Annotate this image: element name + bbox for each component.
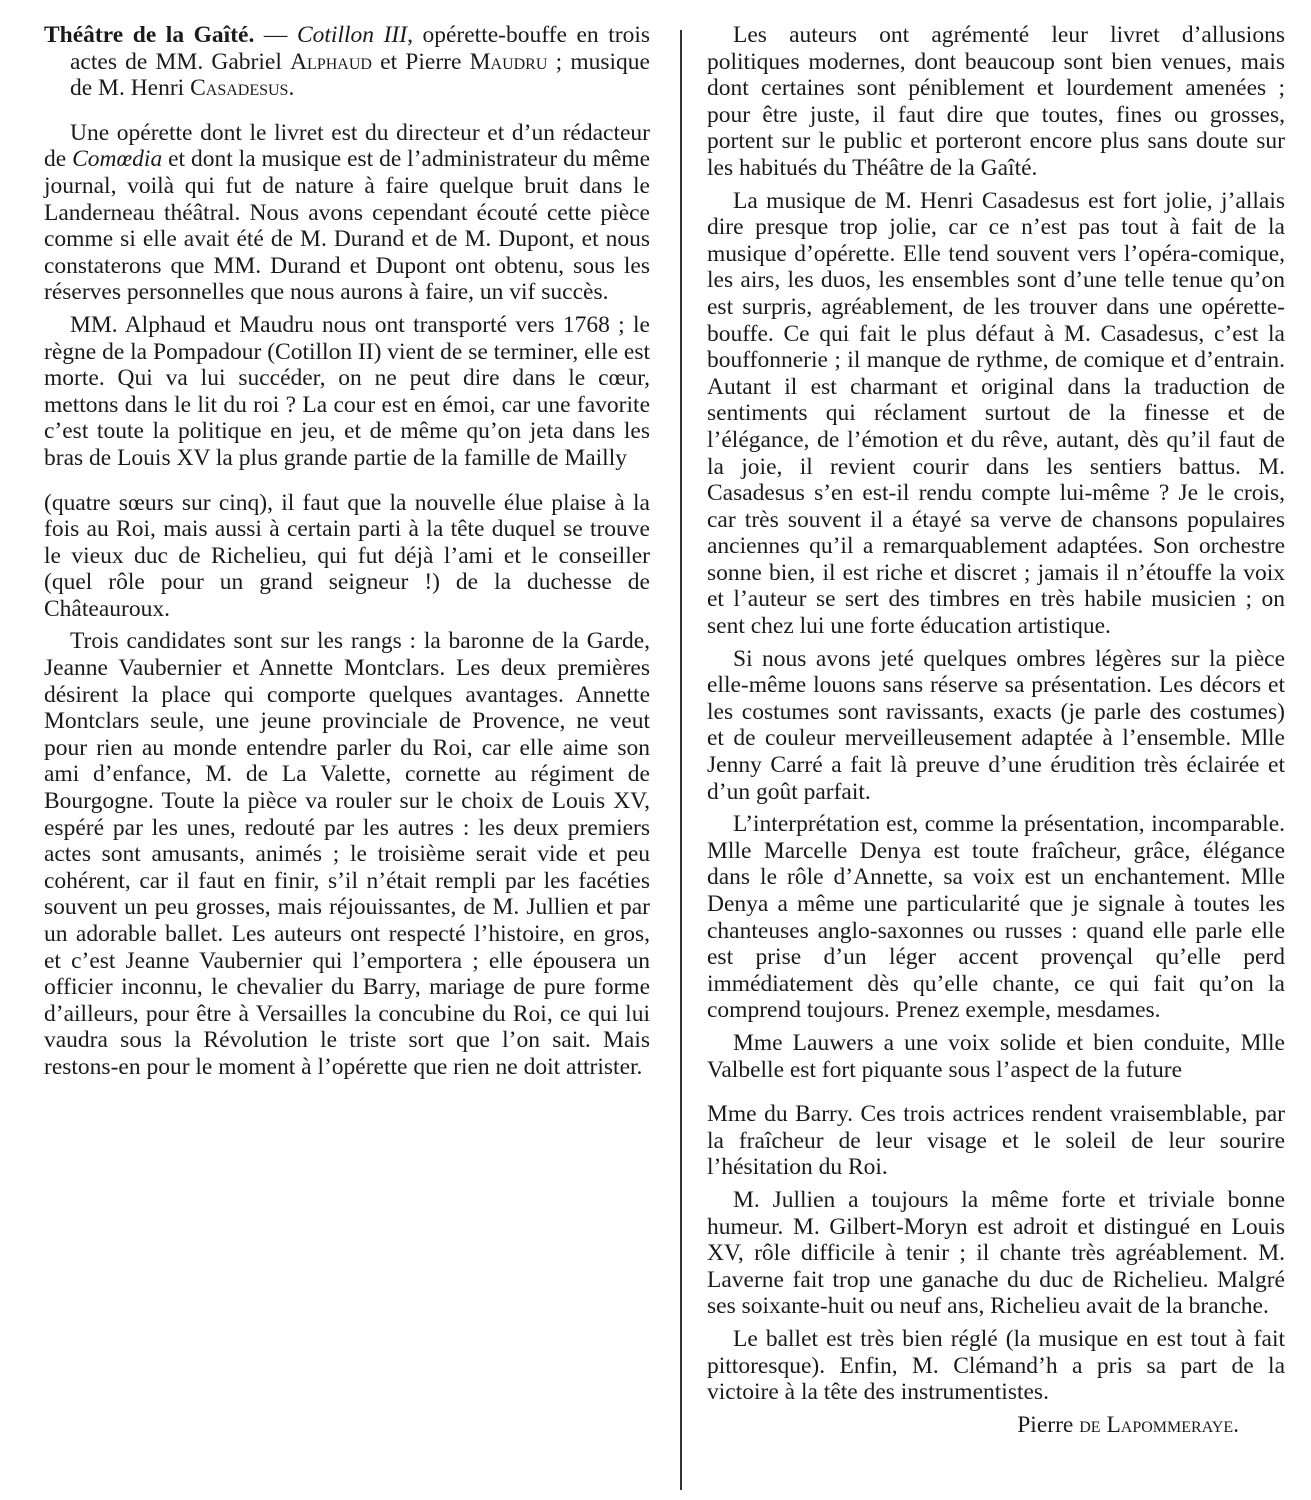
paragraph-actors: M. Jullien a toujours la même forte et triviale bonne humeur. M. Gilbert-Moryn est adroit et distingué en Louis XV, rôle difficile à tenir ; il chante très agréablement. M. Laverne fait trop une ganache du duc de Richelieu. Malgré ses soixante-huit ou neuf ans, Richelieu avait de la branche. bbox=[707, 1186, 1285, 1320]
paragraph-interpretation: L’interprétation est, comme la présentation, incomparable. Mlle Marcelle Denya est toute fraîcheur, grâce, élégance dans le rôle d’Annette, sa voix est un enchantement. Mlle Denya a même une particularité que je signale à toutes les chanteuses anglo-saxonnes ou russes : quand elle parle elle est prise d’un léger accent provençal qu’elle perd immédiatement dès qu’elle chante, ce qui fait qu’on la comprend toujours. Prenez exemple, mesdames. bbox=[707, 811, 1285, 1024]
column-break-gap bbox=[44, 478, 650, 490]
column-divider bbox=[680, 30, 682, 1490]
right-column bbox=[707, 22, 1285, 1438]
paragraph-actresses-continued: Mme du Barry. Ces trois actrices rendent vraisemblable, par la fraîcheur de leur visage et le soleil de leur sourire l’hésitation du Roi. bbox=[707, 1101, 1285, 1181]
paragraph-candidates: Trois candidates sont sur les rangs : la baronne de la Garde, Jeanne Vaubernier et Annette Montclars. Les deux premières désirent la place qui comporte quelques avantages. Annette Montclars seule, une jeune provinciale de Provence, ne veut pour rien au monde entendre parler du Roi, car elle aime son ami d’enfance, M. de La Valette, cornette au régiment de Bourgogne. Toute la pièce va rouler sur le choix de Louis XV, espéré par les unes, redouté par les autres : les deux premiers actes sont amusants, animés ; le troisième serait vide et peu cohérent, car il faut en finir, s’il n’était rempli par les facéties souvent un peu grosses, mais réjouissantes, de M. Jullien et par un adorable ballet. Les auteurs ont respecté l’histoire, en gros, et c’est Jeanne Vaubernier qui l’emportera ; elle épousera un officier inconnu, le chevalier du Barry, mariage de pure forme d’ailleurs, pour être à Versailles la concubine du Roi, ce qui lui vaudra sous la Révolution le triste sort que l’on sait. Mais restons-en pour le moment à l’opérette que rien ne doit attrister. bbox=[44, 628, 650, 1080]
paragraph-intro-text-a: Une opérette dont le livret est du directeur et d’un rédacteur de bbox=[44, 119, 650, 173]
journal-name: Comœdia bbox=[72, 146, 163, 173]
composer-casadesus: Casadesus bbox=[190, 75, 289, 102]
heading-desc-2: et Pierre bbox=[371, 48, 470, 75]
author-signature bbox=[707, 1412, 1285, 1439]
paragraph-plot: MM. Alphaud et Maudru nous ont transporté vers 1768 ; le règne de la Pompadour (Cotillon II) vient de se terminer, elle est morte. Qui va lui succéder, on ne peut dire dans le cœur, mettons dans le lit du roi ? La cour est en émoi, car une favorite c’est toute la politique en jeu, et de même qu’on jeta dans les bras de Louis XV la plus grande partie de la famille de Mailly bbox=[44, 311, 650, 471]
work-title: Cotillon III bbox=[296, 22, 408, 48]
paragraph-plot-continued: (quatre sœurs sur cinq), il faut que la nouvelle élue plaise à la fois au Roi, mais aussi à certain parti à la tête duquel se trouve le vieux duc de Richelieu, qui fut déjà l’ami et le conseiller (quel rôle pour un grand seigneur !) de la duchesse de Châteauroux. bbox=[44, 489, 650, 622]
heading-desc-3: ; musique de M. Henri bbox=[70, 48, 650, 102]
author-alphaud: Alphaud bbox=[290, 48, 372, 75]
paragraph-intro-text-b: et dont la musique est de l’administrateur du même journal, voilà qui fut de nature à faire quelque bruit dans le Landerneau théâtral. Nous avons cependant écouté cette pièce comme si elle avait été de M. Durand et de M. Dupont, et nous constaterons que MM. Durand et Dupont ont obtenu, sous les réserves personnelles que nous aurons à faire, un vif succès. bbox=[44, 146, 650, 306]
review-heading bbox=[44, 22, 650, 102]
signature-first-name: Pierre bbox=[1017, 1411, 1080, 1438]
paragraph-allusions: Les auteurs ont agrémenté leur livret d’allusions politiques modernes, dont beaucoup sont bien venues, mais dont certaines sont péniblement et lourdement amenées ; pour être juste, il faut dire que toutes, fines ou grosses, portent sur le public et porteront encore plus sans doute sur les habitués du Théâtre de la Gaîté. bbox=[707, 22, 1285, 181]
paragraph-ballet: Le ballet est très bien réglé (la musique en est tout à fait pittoresque). Enfin, M. Clémand’h a pris sa part de la victoire à la tête des instrumentistes. bbox=[707, 1325, 1285, 1406]
paragraph-music: La musique de M. Henri Casadesus est fort jolie, j’allais dire presque trop jolie, car ce n’est pas tout à fait de la musique d’opérette. Elle tend souvent vers l’opéra-comique, les airs, les duos, les ensembles sont d’une telle tenue qu’on est surpris, agréablement, de les trouver dans une opérette-bouffe. Ce qui fait le plus défaut à M. Casadesus, c’est la bouffonnerie ; il manque de rythme, de comique et d’entrain. Autant il est charmant et original dans la traduction de sentiments qui réclament surtout de la finesse et de l’élégance, de l’émotion et du rêve, autant, dès qu’il faut de la joie, il revient courir dans les sentiers battus. M. Casadesus s’en est-il rendu compte lui-même ? Je le crois, car très souvent il a étayé sa verve de chansons populaires anciennes qu’il a remarquablement adaptées. Son orchestre sonne bien, il est riche et discret ; jamais il n’étouffe la voix et l’auteur se sert des timbres en très habile musicien ; on sent chez lui une forte éducation artistique. bbox=[707, 187, 1285, 640]
paragraph-actresses: Mme Lauwers a une voix solide et bien conduite, Mlle Valbelle est fort piquante sous l’aspect de la future bbox=[707, 1029, 1285, 1083]
signature-last-name: de Lapommeraye. bbox=[1079, 1411, 1239, 1438]
paragraph-intro bbox=[44, 120, 650, 306]
column-break-gap-right bbox=[707, 1089, 1285, 1101]
heading-desc-4: . bbox=[288, 75, 295, 102]
heading-dash: — bbox=[254, 22, 297, 48]
left-column bbox=[44, 22, 650, 1087]
paragraph-presentation: Si nous avons jeté quelques ombres légères sur la pièce elle-même louons sans réserve sa présentation. Les décors et les costumes sont ravissants, exacts (je parle des costumes) et de couleur merveilleusement adaptée à l’ensemble. Mlle Jenny Carré a fait là preuve d’une érudition très éclairée et d’un goût parfait. bbox=[707, 645, 1285, 805]
author-maudru: Maudru bbox=[469, 48, 548, 75]
heading-desc-1: , opérette-bouffe en trois actes de MM. Gabriel bbox=[70, 22, 650, 75]
theatre-name: Théâtre de la Gaîté. bbox=[44, 22, 255, 48]
